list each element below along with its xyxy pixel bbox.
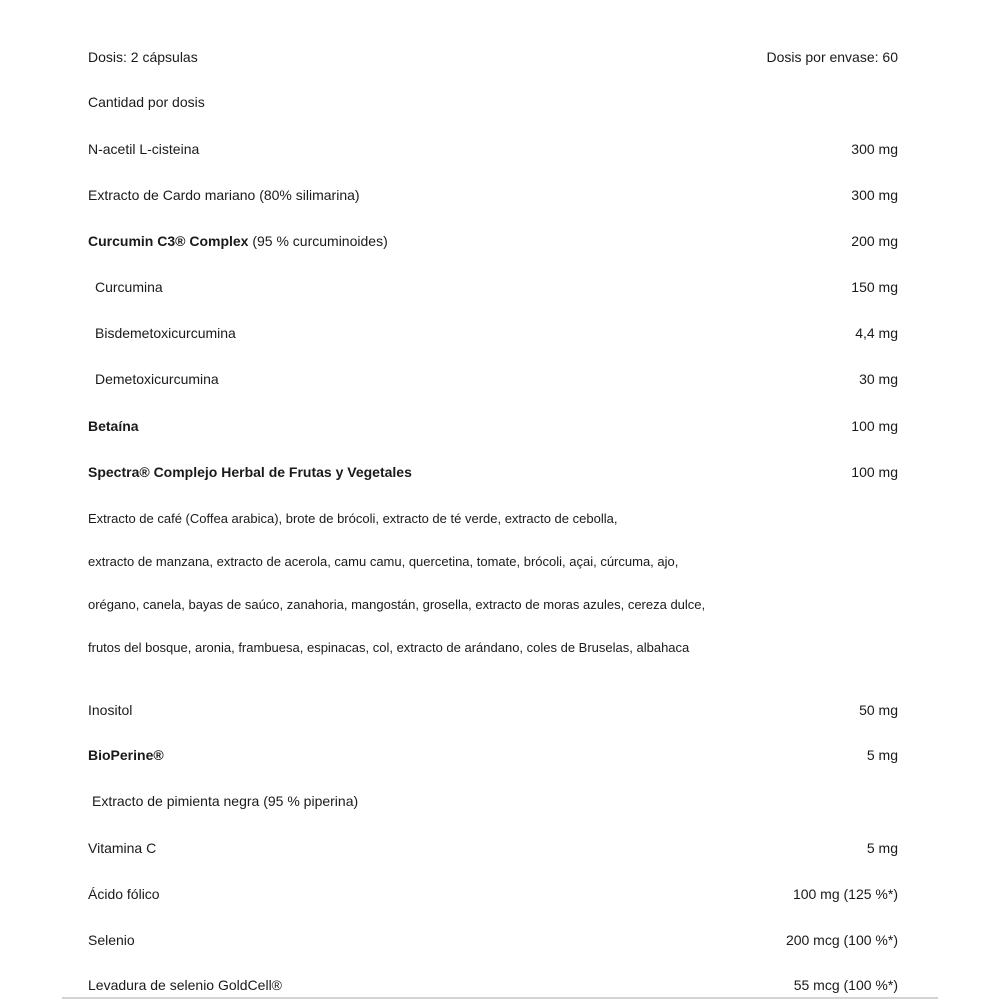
- ingredient-name: Extracto de pimienta negra (95 % piperina): [92, 793, 359, 809]
- ingredient-name: Bisdemetoxicurcumina: [95, 325, 236, 341]
- ingredient-amount: 55 mcg (100 %*): [793, 977, 898, 993]
- serving-info-row: [88, 47, 898, 67]
- ingredient-amount: 300 mg: [851, 141, 898, 157]
- ingredient-amount: 100 mg: [851, 464, 898, 480]
- ingredient-row: [88, 975, 898, 995]
- ingredient-amount: 100 mg (125 %*): [792, 886, 898, 902]
- ingredient-amount: 150 mg: [851, 279, 898, 295]
- ingredient-amount: 50 mg: [859, 702, 898, 718]
- bottom-divider: [62, 997, 938, 999]
- ingredient-amount: 200 mg: [851, 233, 898, 249]
- ingredient-amount: 30 mg: [859, 371, 898, 387]
- ingredient-label: [88, 233, 388, 249]
- ingredient-row: [88, 416, 898, 436]
- ingredient-name: Curcumina: [95, 279, 163, 295]
- ingredient-row: [88, 185, 898, 205]
- ingredient-amount: 200 mcg (100 %*): [785, 932, 898, 948]
- blend-ingredients-line: orégano, canela, bayas de saúco, zanahoria, mangostán, grosella, extracto de moras azules, cereza dulce,: [88, 596, 706, 612]
- blend-ingredients-line: extracto de manzana, extracto de acerola, camu camu, quercetina, tomate, brócoli, açai, cúrcuma, ajo,: [88, 553, 679, 569]
- ingredient-row: [88, 139, 898, 159]
- ingredient-note: (95 % curcuminoides): [248, 233, 388, 249]
- ingredient-row: [88, 462, 898, 482]
- ingredient-name: Extracto de Cardo mariano (80% silimarina): [88, 187, 360, 203]
- ingredient-row: [88, 700, 898, 720]
- ingredient-name: BioPerine®: [88, 747, 164, 763]
- ingredient-name: Inositol: [88, 702, 133, 718]
- ingredient-name: Betaína: [88, 418, 139, 434]
- ingredient-name: Selenio: [88, 932, 135, 948]
- ingredient-amount: 4,4 mg: [855, 325, 898, 341]
- ingredient-row: [88, 277, 898, 297]
- blend-ingredients-line: Extracto de café (Coffea arabica), brote de brócoli, extracto de té verde, extracto de cebolla,: [88, 510, 618, 526]
- ingredient-name: Demetoxicurcumina: [95, 371, 219, 387]
- blend-ingredients-line: frutos del bosque, aronia, frambuesa, espinacas, col, extracto de arándano, coles de Bruselas, albahaca: [88, 639, 690, 655]
- ingredient-amount: 5 mg: [866, 840, 898, 856]
- ingredient-amount: 300 mg: [851, 187, 898, 203]
- serving-size: Dosis: 2 cápsulas: [88, 49, 198, 65]
- ingredient-amount: 5 mg: [866, 747, 898, 763]
- servings-per-container: Dosis por envase: 60: [766, 49, 898, 65]
- ingredient-row: [88, 745, 898, 765]
- ingredient-name: Levadura de selenio GoldCell®: [88, 977, 282, 993]
- ingredient-name: Curcumin C3® Complex: [88, 233, 249, 249]
- ingredient-name: Spectra® Complejo Herbal de Frutas y Vegetales: [88, 464, 412, 480]
- ingredient-row: [88, 791, 898, 811]
- ingredient-row: [88, 930, 898, 950]
- ingredient-row: [88, 369, 898, 389]
- amount-per-serving-heading: Cantidad por dosis: [88, 94, 205, 110]
- ingredient-amount: 100 mg: [851, 418, 898, 434]
- ingredient-name: Vitamina C: [88, 840, 157, 856]
- ingredient-row: [88, 231, 898, 251]
- ingredient-row: [88, 838, 898, 858]
- ingredient-row: [88, 323, 898, 343]
- ingredient-row: [88, 884, 898, 904]
- ingredient-name: Ácido fólico: [88, 886, 160, 902]
- amount-per-serving-heading-row: [88, 92, 898, 112]
- ingredient-name: N-acetil L-cisteina: [88, 141, 200, 157]
